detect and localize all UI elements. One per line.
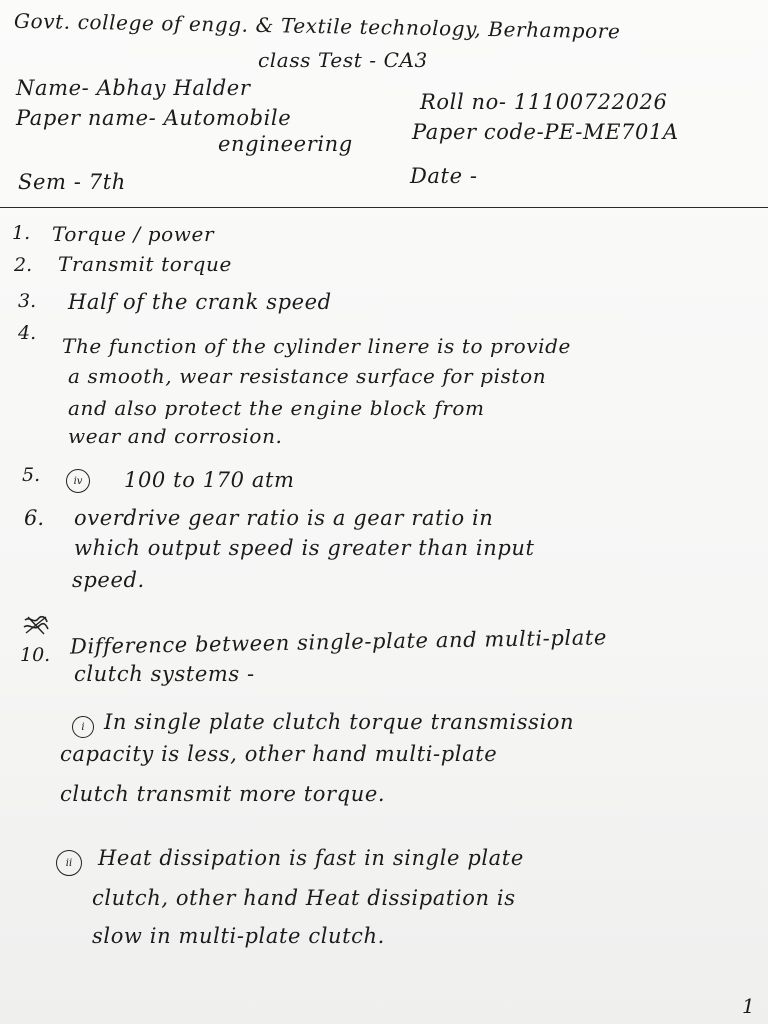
- header-divider: [0, 207, 768, 208]
- answer-1-number: 1.: [12, 222, 31, 244]
- answer-4-line-3: and also protect the engine block from: [68, 396, 485, 420]
- point-2-line-1: Heat dissipation is fast in single plate: [98, 846, 524, 870]
- option-iv-circle: iv: [66, 469, 90, 493]
- page-number: 1: [742, 994, 756, 1018]
- answer-6-line-1: overdrive gear ratio is a gear ratio in: [74, 506, 494, 530]
- point-2-line-2: clutch, other hand Heat dissipation is: [92, 886, 516, 910]
- answer-4-line-2: a smooth, wear resistance surface for piston: [68, 364, 547, 388]
- answer-10-number: 10.: [20, 644, 51, 666]
- point-ii-circle: ii: [56, 850, 82, 876]
- answer-3-number: 3.: [18, 290, 37, 312]
- point-1-line-1: In single plate clutch torque transmission: [104, 710, 575, 734]
- point-i-circle: i: [72, 716, 94, 738]
- point-1-line-2: capacity is less, other hand multi-plate: [60, 742, 498, 766]
- answer-4-line-4: wear and corrosion.: [68, 424, 283, 448]
- semester: Sem - 7th: [18, 170, 126, 194]
- test-title: class Test - CA3: [258, 48, 428, 72]
- struck-out-number: [22, 614, 50, 636]
- point-1-line-3: clutch transmit more torque.: [60, 782, 386, 806]
- answer-2: Transmit torque: [58, 252, 232, 276]
- paper-code: Paper code-PE-ME701A: [412, 120, 679, 144]
- answer-10-line-1: Difference between single-plate and multi-plate: [69, 625, 608, 659]
- answer-5-number: 5.: [22, 464, 41, 486]
- answer-10-line-2: clutch systems -: [74, 662, 255, 686]
- student-name: Name- Abhay Halder: [16, 76, 251, 100]
- answer-6-line-2: which output speed is greater than input: [74, 536, 535, 560]
- answer-4-number: 4.: [18, 322, 37, 344]
- paper-name: Paper name- Automobile: [16, 106, 292, 130]
- answer-6-line-3: speed.: [72, 568, 145, 592]
- date-label: Date -: [410, 164, 478, 188]
- roll-number: Roll no- 11100722026: [420, 90, 668, 114]
- point-2-line-3: slow in multi-plate clutch.: [92, 924, 385, 948]
- answer-6-number: 6.: [24, 506, 45, 530]
- paper-name-cont: engineering: [218, 132, 353, 156]
- college-name: Govt. college of engg. & Textile technology, Berhampore: [13, 8, 621, 44]
- answer-5: 100 to 170 atm: [124, 468, 295, 492]
- answer-2-number: 2.: [14, 254, 33, 276]
- answer-4-line-1: The function of the cylinder linere is to provide: [62, 334, 571, 358]
- answer-1: Torque / power: [52, 222, 215, 246]
- answer-3: Half of the crank speed: [68, 290, 332, 314]
